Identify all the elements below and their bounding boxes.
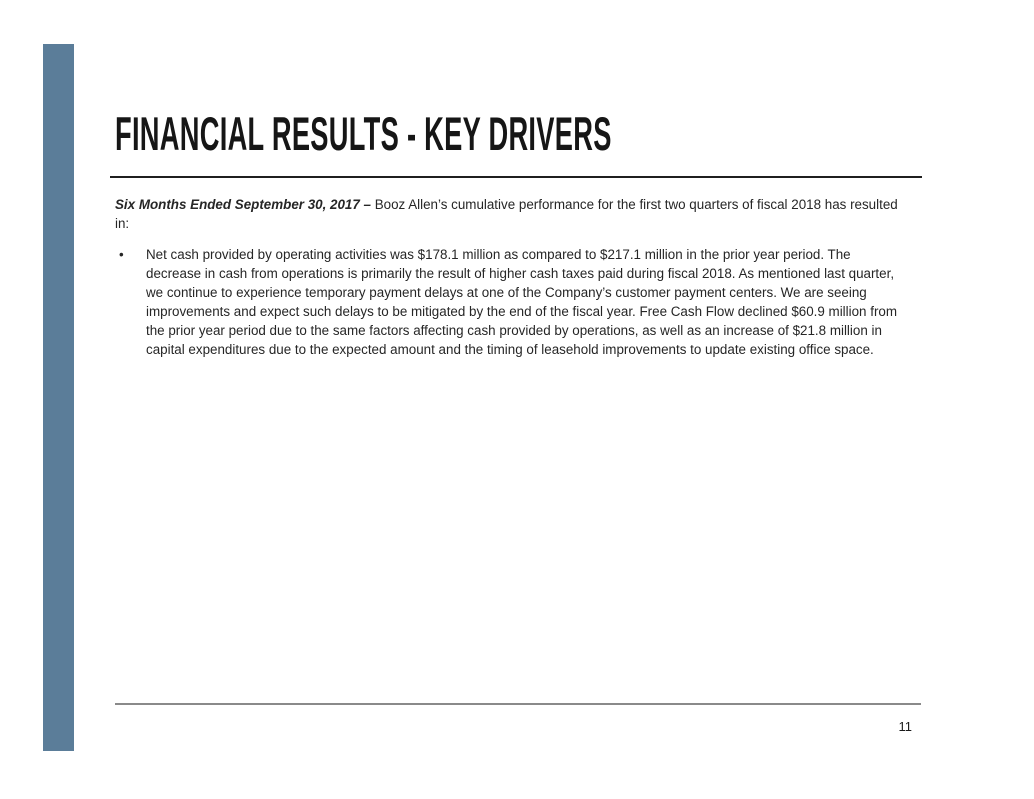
intro-paragraph: [115, 195, 905, 233]
page-number: 11: [898, 719, 912, 734]
accent-bar: [43, 44, 74, 751]
bullet-list: [115, 245, 915, 359]
footer-divider: [115, 703, 921, 705]
title-divider: [110, 176, 922, 178]
intro-lead: Six Months Ended September 30, 2017 –: [115, 197, 375, 212]
intro-text: Booz Allen’s cumulative performance for the first two quarters of fiscal 2018 has resulted in:: [115, 197, 898, 231]
list-item: [115, 245, 915, 359]
bullet-text: Net cash provided by operating activities was $178.1 million as compared to $217.1 million in the prior year period. The decrease in cash from operations is primarily the result of higher cash taxes paid during fiscal 2018. As mentioned last quarter, we continue to experience temporary payment delays at one of the Company’s customer payment centers. We are seeing improvements and expect such delays to be mitigated by the end of the fiscal year. Free Cash Flow declined $60.9 million from the prior year period due to the same factors affecting cash provided by operations, as well as an increase of $21.8 million in capital expenditures due to the expected amount and the timing of leasehold improvements to update existing office space.: [146, 247, 898, 357]
bullet-icon: •: [119, 247, 124, 262]
page-title: FINANCIAL RESULTS - KEY DRIVERS: [115, 107, 612, 160]
